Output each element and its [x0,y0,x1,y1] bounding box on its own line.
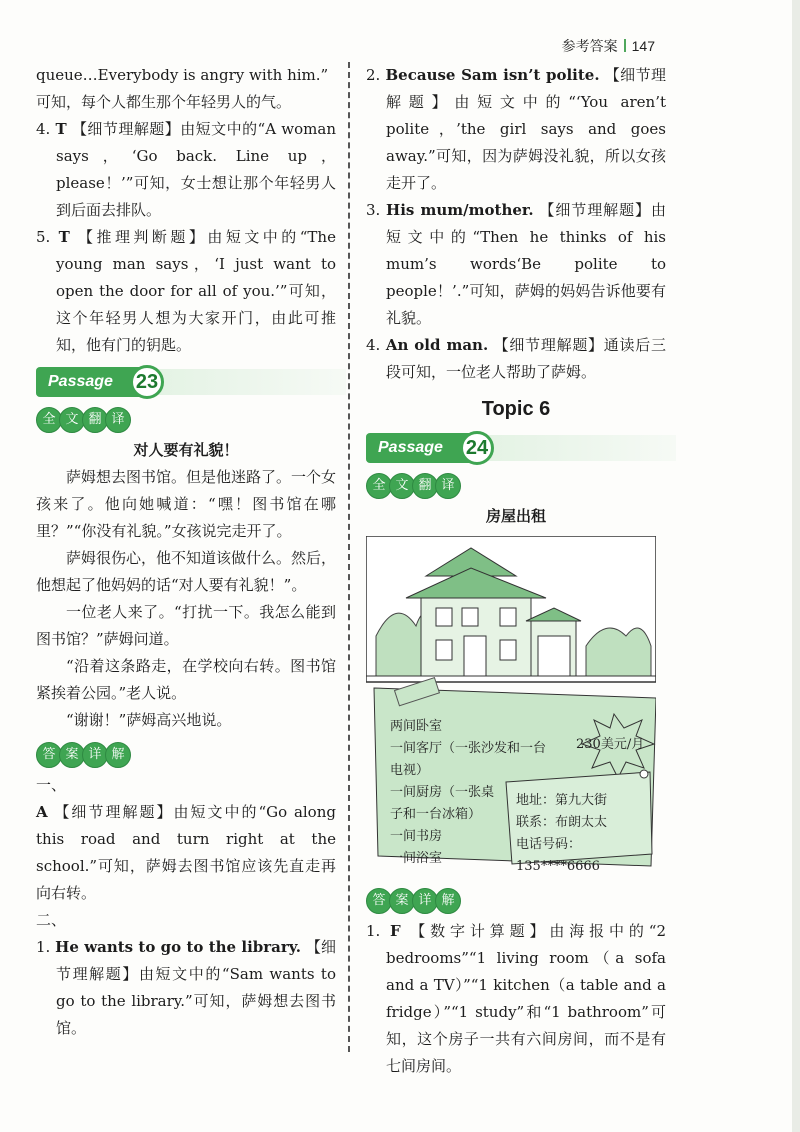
item-explanation: 【细节理解题】由短文中的“A woman says，‘Go back. Line up，please！’”可知，女士想让那个年轻男人到后面去排队。 [56,120,336,219]
item-answer: Because Sam isn’t polite. [385,66,600,84]
item-number: 4. [366,336,381,354]
story-paragraph: “沿着这条路走，在学校向右转。图书馆紧挨着公园。”老人说。 [36,657,336,702]
item-explanation: 【细节理解题】由短文中的“Then he thinks of his mum’s words‘Be polite to people！’.”可知，萨姆的妈妈告诉他要有礼貌。 [386,201,666,327]
story-paragraph: 萨姆想去图书馆。但是他迷路了。一个女孩来了。他向她喊道：“嘿！图书馆在哪里？”“你没有礼貌。”女孩说完走开了。 [36,468,337,540]
room-item: 一间浴室 [390,851,443,866]
badge-char: 翻 [82,407,108,433]
intro-line-2: 可知，每个人都生那个年轻男人的气。 [36,93,292,111]
room-item: 电视） [390,763,430,778]
topic-heading: Topic 6 [481,398,551,420]
contact-info [516,790,652,878]
answer-item-q3 [366,197,666,332]
translation-badge [366,471,666,497]
item-answer: T [58,228,70,246]
item-answer: He wants to go to the library. [55,938,302,956]
badge-char: 译 [435,473,461,499]
answer-item-q4 [366,332,666,386]
item-number: 3. [366,201,381,219]
left-column [36,62,336,1042]
passage-label: Passage [36,367,147,397]
item-explanation: 【细节理解题】由短文中的“Go along this road and turn right at the school.”可知，萨姆去图书馆应该先直走再向右转。 [36,803,336,902]
passage-number: 24 [460,431,494,465]
header-title: 参考答案 [561,38,618,54]
right-column [366,62,666,1080]
page-header [562,36,655,56]
item-explanation: 【数字计算题】由海报中的“2 bedrooms”“1 living room（a sofa and a TV）”“1 kitchen（a table and a fridge）”“1 study”和“1 bathroom”可知，这个房子一共有六间房间，而不是有七间房间。 [386,922,666,1075]
price-tag: 230美元/月 [576,737,645,752]
item-explanation: 【细节理解题】由短文中的“‘You aren’t polite，’the girl says and goes away.”可知，因为萨姆没礼貌，所以女孩走开了。 [386,66,666,192]
item-number: 5. [36,228,51,246]
room-item: 一间书房 [390,829,443,844]
passage-label: Passage [366,433,477,463]
item-explanation: 【细节理解题】由短文中的“Sam wants to go to the library.”可知，萨姆想去图书馆。 [56,938,336,1037]
item-answer: A [36,803,48,821]
badge-char: 详 [82,742,108,768]
passage-24-banner [366,431,666,465]
badge-char: 文 [389,473,415,499]
answer-item-q1 [36,934,336,1042]
room-item: 一间厨房（一张桌 [390,785,495,800]
item-answer: His mum/mother. [386,201,534,219]
item-number: 2. [366,66,381,84]
badge-char: 答 [366,888,392,914]
contact-line: 电话号码：135****6666 [516,837,600,874]
answer-badge [366,886,666,912]
story-paragraph: 一位老人来了。“打扰一下。我怎么能到图书馆？”萨姆问道。 [36,603,336,648]
section-one: 一、 [36,776,67,794]
room-item: 一间客厅（一张沙发和一台 [390,741,547,756]
badge-char: 答 [36,742,62,768]
column-divider [348,62,350,1052]
badge-char: 翻 [412,473,438,499]
passage-number: 23 [130,365,164,399]
contact-line: 联系：布朗太太 [516,815,608,830]
section-two: 二、 [36,911,67,929]
answer-item-5 [36,224,336,359]
answer-item-q2 [366,62,666,197]
badge-char: 案 [59,742,85,768]
item-number: 1. [36,938,51,956]
room-item: 两间卧室 [390,719,443,734]
passage-23-banner [36,365,336,399]
item-number: 4. [36,120,51,138]
poster-title: 房屋出租 [485,507,546,525]
badge-char: 案 [389,888,415,914]
item-answer: An old man. [385,336,489,354]
rental-poster [366,536,656,876]
item-answer: T [55,120,67,138]
badge-char: 解 [105,742,131,768]
story-title: 对人要有礼貌！ [133,441,239,459]
header-separator [624,39,626,52]
translation-badge [36,405,336,431]
badge-char: 全 [36,407,62,433]
answer-item-f [366,918,666,1080]
item-explanation: 【推理判断题】由短文中的“The young man says，‘I just want to open the door for all of you.’”可知，这个年轻男人想为大家开门，由此可推知，他有门的钥匙。 [56,228,336,354]
intro-line-1: queue…Everybody is angry with him.” [36,66,329,84]
story-paragraph: 萨姆很伤心，他不知道该做什么。然后，他想起了他妈妈的话“对人要有礼貌！”。 [36,549,337,594]
badge-char: 全 [366,473,392,499]
item-explanation: 【细节理解题】通读后三段可知，一位老人帮助了萨姆。 [386,336,666,381]
item-number: 1. [366,922,381,940]
answer-item-a [36,799,336,907]
room-item: 子和一台冰箱） [390,807,482,822]
badge-char: 详 [412,888,438,914]
item-answer: F [389,922,401,940]
contact-line: 地址：第九大街 [516,793,608,808]
story-paragraph: “谢谢！”萨姆高兴地说。 [66,711,232,729]
page-number: 147 [631,38,655,54]
badge-char: 文 [59,407,85,433]
badge-char: 解 [435,888,461,914]
page-edge [792,0,800,1132]
answer-item-4 [36,116,336,224]
badge-char: 译 [105,407,131,433]
answer-badge [36,740,336,766]
